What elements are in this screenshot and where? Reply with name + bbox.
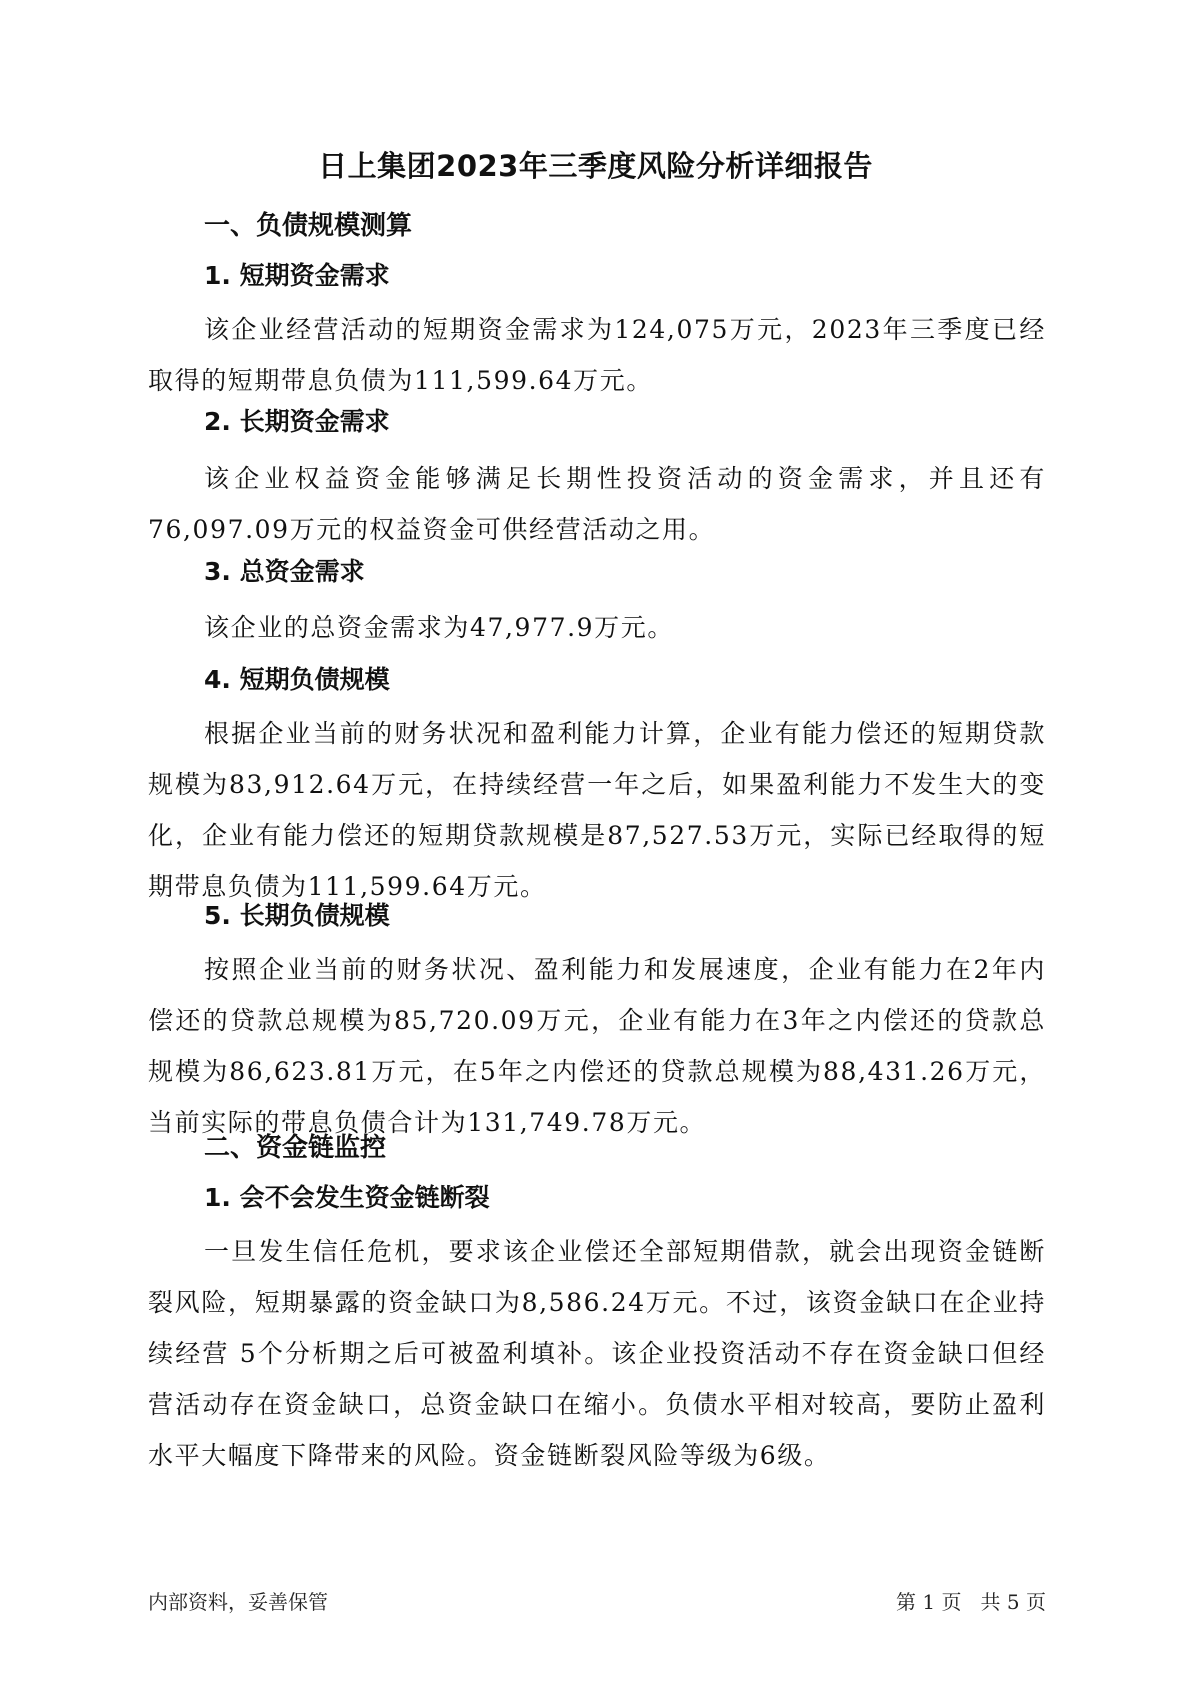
subsection-heading-long-term-funding: 2. 长期资金需求: [204, 407, 390, 436]
paragraph-total-funding: 该企业的总资金需求为47,977.9万元。: [204, 613, 674, 642]
paragraph-long-term-funding: 该企业权益资金能够满足长期性投资活动的资金需求，并且还有76,097.09万元的权益资金可供经营活动之用。: [148, 464, 1046, 544]
section-heading-cash-chain: 二、资金链监控: [204, 1133, 387, 1163]
paragraph-short-term-funding: 该企业经营活动的短期资金需求为124,075万元，2023年三季度已经取得的短期带息负债为111,599.64万元。: [148, 315, 1046, 395]
subsection-heading-short-term-debt: 4. 短期负债规模: [204, 665, 390, 694]
subsection-heading-total-funding: 3. 总资金需求: [204, 557, 365, 586]
subsection-heading-chain-break: 1. 会不会发生资金链断裂: [204, 1183, 490, 1212]
paragraph-chain-break: 一旦发生信任危机，要求该企业偿还全部短期借款，就会出现资金链断裂风险，短期暴露的资金缺口为8,586.24万元。不过，该资金缺口在企业持续经营 5个分析期之后可被盈利填补。该企业投资活动不存在资金缺口但经营活动存在资金缺口，总资金缺口在缩小。负债水平相对较高，要防止盈利水平大幅度下降带来的风险。资金链断裂风险等级为6级。: [148, 1237, 1046, 1470]
footer-page-number: 第 1 页 共 5 页: [896, 1590, 1046, 1614]
paragraph-short-term-debt: 根据企业当前的财务状况和盈利能力计算，企业有能力偿还的短期贷款规模为83,912.64万元，在持续经营一年之后，如果盈利能力不发生大的变化，企业有能力偿还的短期贷款规模是87,527.53万元，实际已经取得的短期带息负债为111,599.64万元。: [148, 719, 1046, 901]
document-title: 日上集团2023年三季度风险分析详细报告: [318, 149, 873, 183]
subsection-heading-short-term-funding: 1. 短期资金需求: [204, 261, 390, 290]
section-heading-debt-scale: 一、负债规模测算: [204, 211, 413, 241]
subsection-heading-long-term-debt: 5. 长期负债规模: [204, 901, 390, 930]
footer-confidential-note: 内部资料，妥善保管: [148, 1590, 328, 1614]
paragraph-long-term-debt: 按照企业当前的财务状况、盈利能力和发展速度，企业有能力在2年内偿还的贷款总规模为85,720.09万元，企业有能力在3年之内偿还的贷款总规模为86,623.81万元，在5年之内偿还的贷款总规模为88,431.26万元，当前实际的带息负债合计为131,749.78万元。: [148, 955, 1046, 1137]
